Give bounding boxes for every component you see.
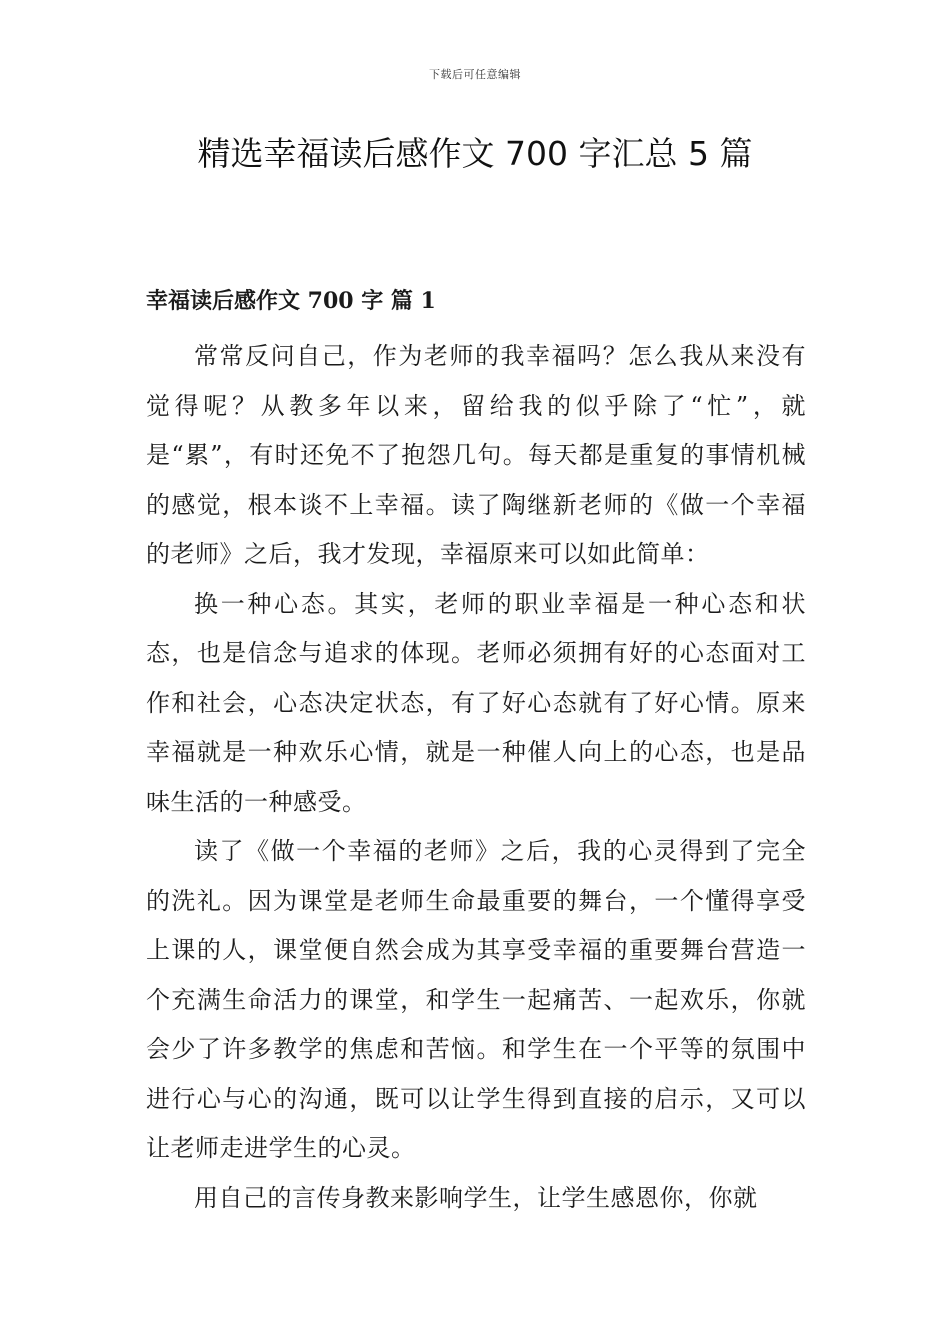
paragraph: 换一种心态。其实，老师的职业幸福是一种心态和状态，也是信念与追求的体现。老师必须拥有好的心态面对工作和社会，心态决定状态，有了好心态就有了好心情。原来幸福就是一种欢乐心情，就是一种催人向上的心态，也是品味生活的一种感受。	[146, 589, 806, 816]
section-heading: 幸福读后感作文 700 字 篇 1	[146, 288, 436, 314]
header-note: 下载后可任意编辑	[429, 68, 521, 81]
paragraph: 常常反问自己，作为老师的我幸福吗？怎么我从来没有觉得呢？从教多年以来，留给我的似乎除了“忙”，就是“累”，有时还免不了抱怨几句。每天都是重复的事情机械的感觉，根本谈不上幸福。读了陶继新老师的《做一个幸福的老师》之后，我才发现，幸福原来可以如此简单：	[146, 342, 806, 568]
paragraph: 读了《做一个幸福的老师》之后，我的心灵得到了完全的洗礼。因为课堂是老师生命最重要的舞台，一个懂得享受上课的人，课堂便自然会成为其享受幸福的重要舞台营造一个充满生命活力的课堂，和学生一起痛苦、一起欢乐，你就会少了许多教学的焦虑和苦恼。和学生在一个平等的氛围中进行心与心的沟通，既可以让学生得到直接的启示，又可以让老师走进学生的心灵。	[146, 837, 806, 1162]
article-body	[146, 332, 806, 1223]
paragraph: 用自己的言传身教来影响学生，让学生感恩你，你就	[194, 1183, 758, 1212]
document-title: 精选幸福读后感作文 700 字汇总 5 篇	[197, 134, 753, 173]
